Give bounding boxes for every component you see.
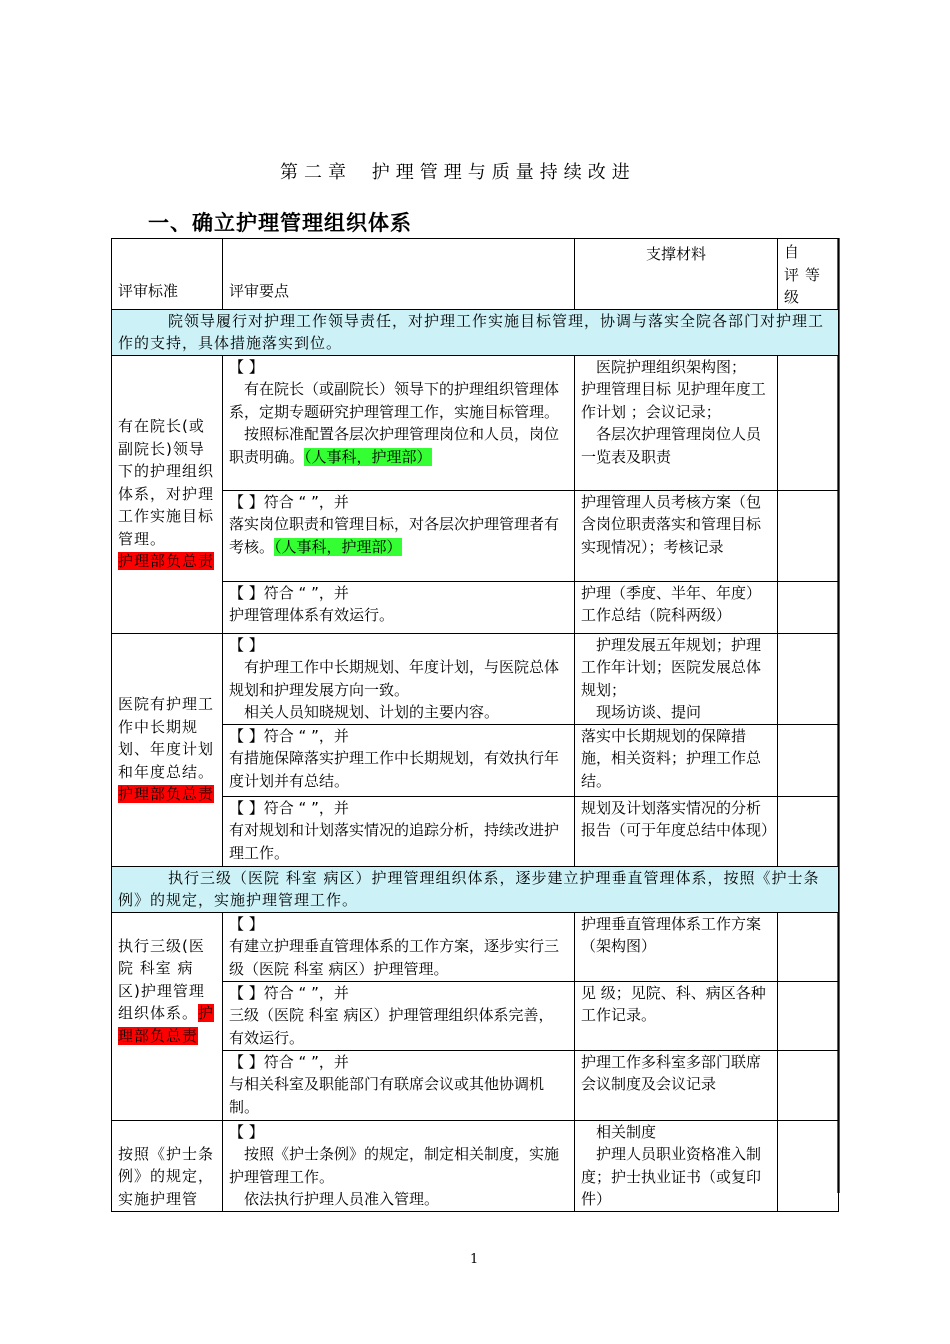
grade-marker: 【 】	[229, 357, 264, 376]
self-rating-cell[interactable]	[778, 796, 839, 866]
point-text: 护理管理体系有效运行。	[229, 606, 395, 624]
points-cell	[223, 581, 575, 633]
points-cell	[223, 355, 575, 490]
point-text: 有在院长（或副院长）领导下的护理组织管理体系，定期专题研究护理管理工作，实施目标管理。	[229, 380, 560, 421]
points-cell	[223, 796, 575, 866]
materials-cell: 护理（季度、半年、年度）工作总结（院科两级）	[575, 581, 778, 633]
assessment-table	[111, 238, 839, 1212]
materials-cell: 落实中长期规划的保障措施，相关资料；护理工作总结。	[575, 724, 778, 796]
points-cell	[223, 1120, 575, 1211]
standard-cell	[112, 912, 223, 1120]
point-text: 依法执行护理人员准入管理。	[244, 1190, 440, 1208]
points-cell	[223, 633, 575, 724]
responsibility-tag: 护理部负总责	[118, 1004, 215, 1045]
header-points: 评审要点	[223, 239, 575, 310]
grade-marker: 【 】符合 “ ”，并	[229, 583, 349, 602]
standard-cell: 按照《护士条例》的规定，实施护理管	[112, 1120, 223, 1211]
standard-cell	[112, 355, 223, 633]
materials-cell: 护理管理人员考核方案（包含岗位职责落实和管理目标实现情况）；考核记录	[575, 490, 778, 581]
self-rating-cell[interactable]	[778, 490, 839, 581]
table-header-row	[112, 239, 839, 310]
responsibility-tag: 护理部负总责	[118, 552, 215, 571]
responsibility-tag: 护理部负总责	[118, 785, 215, 804]
self-rating-cell[interactable]	[778, 1050, 839, 1120]
point-text: 相关人员知晓规划、计划的主要内容。	[244, 703, 500, 721]
point-text: 按照《护士条例》的规定，制定相关制度，实施护理管理工作。	[229, 1145, 560, 1186]
grade-marker: 【 】符合 “ ”，并	[229, 798, 349, 817]
points-cell	[223, 912, 575, 981]
grade-marker: 【 】	[229, 914, 264, 933]
material-text: 现场访谈、提问	[596, 703, 702, 721]
material-text: 各层次护理管理岗位人员一览表及职责	[581, 425, 762, 466]
materials-cell: 规划及计划落实情况的分析报告（可于年度总结中体现）	[575, 796, 778, 866]
chapter-number: 第二章	[280, 162, 352, 183]
self-rating-cell[interactable]	[778, 355, 839, 490]
header-materials: 支撑材料	[575, 239, 778, 310]
chapter-header	[280, 158, 636, 184]
materials-cell	[575, 1120, 778, 1211]
self-rating-cell[interactable]	[778, 724, 839, 796]
point-text: 按照标准配置各层次护理管理岗位和人员，岗位职责明确。（人事科，护理部）	[229, 425, 560, 466]
grade-marker: 【 】	[229, 1122, 264, 1141]
band-text: 院领导履行对护理工作领导责任，对护理工作实施目标管理，协调与落实全院各部门对护理工作的支持，具体措施落实到位。	[112, 309, 839, 355]
self-rating-cell[interactable]	[778, 581, 839, 633]
self-rating-cell[interactable]	[778, 1120, 839, 1211]
material-text: 护理发展五年规划；护理工作年计划；医院发展总体规划；	[581, 635, 762, 699]
chapter-title: 护理管理与质量持续改进	[371, 162, 636, 183]
materials-cell: 护理垂直管理体系工作方案（架构图）	[575, 912, 778, 981]
header-self-rating: 自 评等级	[778, 239, 839, 310]
page-number: 1	[470, 1252, 479, 1267]
standard-text: 有在院长(或副院长)领导下的护理组织体系，对护理工作实施目标管理。	[118, 417, 215, 548]
point-text: 有对规划和计划落实情况的追踪分析，持续改进护理工作。	[229, 821, 560, 862]
materials-cell: 护理工作多科室多部门联席会议制度及会议记录	[575, 1050, 778, 1120]
point-text: 有护理工作中长期规划、年度计划，与医院总体规划和护理发展方向一致。	[229, 658, 560, 699]
section-band-row	[112, 866, 839, 912]
table-row	[112, 912, 839, 981]
points-cell	[223, 981, 575, 1050]
grade-marker: 【 】符合 “ ”，并	[229, 983, 349, 1002]
points-cell	[223, 1050, 575, 1120]
points-cell	[223, 724, 575, 796]
materials-cell	[575, 355, 778, 490]
grade-marker: 【 】符合 “ ”，并	[229, 726, 349, 745]
standard-cell	[112, 633, 223, 866]
materials-cell: 见 级；见院、科、病区各种工作记录。	[575, 981, 778, 1050]
material-text: 护理人员职业资格准入制度；护士执业证书（或复印件）	[581, 1145, 762, 1208]
dept-highlight: （人事科，护理部）	[304, 447, 432, 466]
standard-text: 医院有护理工作中长期规划、年度计划和年度总结。	[118, 695, 215, 781]
self-rating-cell[interactable]	[778, 912, 839, 981]
point-text: 有建立护理垂直管理体系的工作方案，逐步实行三级（医院 科室 病区）护理管理。	[229, 937, 560, 978]
material-text: 相关制度	[596, 1122, 657, 1141]
grade-marker: 【 】符合 “ ”，并	[229, 492, 349, 511]
self-rating-cell[interactable]	[778, 981, 839, 1050]
grade-marker: 【 】	[229, 635, 264, 654]
point-text: 落实岗位职责和管理目标，对各层次护理管理者有考核。	[229, 515, 560, 556]
table-row	[112, 355, 839, 490]
grade-marker: 【 】符合 “ ”，并	[229, 1052, 349, 1071]
header-standard: 评审标准	[112, 239, 223, 310]
point-text: 与相关科室及职能部门有联席会议或其他协调机制。	[229, 1075, 545, 1116]
dept-highlight: （人事科，护理部）	[274, 537, 402, 556]
material-text: 护理管理目标 见护理年度工作计划 ；会议记录；	[581, 380, 766, 421]
point-text: 三级（医院 科室 病区）护理管理组织体系完善，有效运行。	[229, 1006, 554, 1047]
points-cell	[223, 490, 575, 581]
section-title: 一、确立护理管理组织体系	[148, 211, 412, 235]
self-rating-cell[interactable]	[778, 633, 839, 724]
table-row	[112, 1120, 839, 1211]
material-text: 医院护理组织架构图；	[596, 357, 747, 376]
table-row	[112, 633, 839, 724]
point-text: 有措施保障落实护理工作中长期规划，有效执行年度计划并有总结。	[229, 749, 560, 790]
band-text: 执行三级（医院 科室 病区）护理管理组织体系，逐步建立护理垂直管理体系，按照《护士条例》的规定，实施护理管理工作。	[112, 866, 839, 912]
section-band-row	[112, 309, 839, 355]
standard-text: 执行三级(医院 科室 病区)护理管理组织体系。	[118, 936, 205, 1022]
materials-cell	[575, 633, 778, 724]
